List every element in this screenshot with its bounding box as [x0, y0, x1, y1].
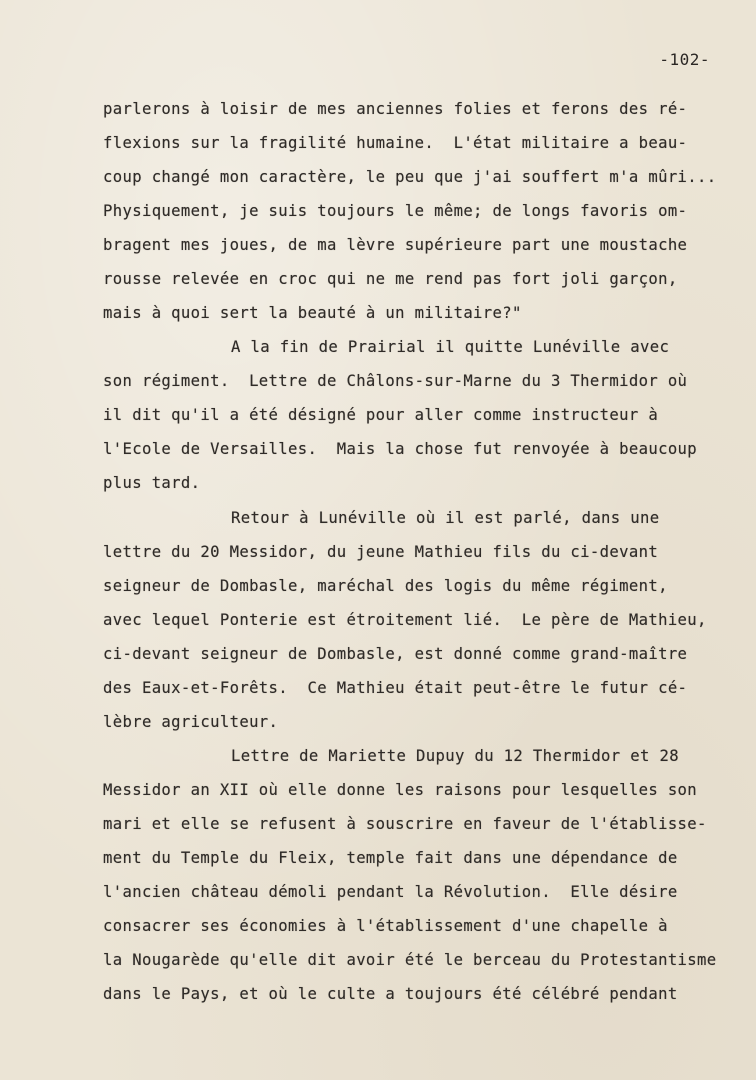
- text-line: rousse relevée en croc qui ne me rend pas fort joli garçon,: [103, 270, 678, 288]
- text-line: flexions sur la fragilité humaine. L'état militaire a beau-: [103, 134, 688, 152]
- text-line: coup changé mon caractère, le peu que j'ai souffert m'a mûri...: [103, 168, 717, 186]
- text-line: parlerons à loisir de mes anciennes folies et ferons des ré-: [103, 100, 688, 118]
- text-line: seigneur de Dombasle, maréchal des logis du même régiment,: [103, 577, 668, 595]
- text-line: lèbre agriculteur.: [103, 713, 279, 731]
- text-line: ment du Temple du Fleix, temple fait dans une dépendance de: [103, 849, 678, 867]
- text-line: ci-devant seigneur de Dombasle, est donné comme grand-maître: [103, 645, 688, 663]
- text-line: dans le Pays, et où le culte a toujours été célébré pendant: [103, 985, 678, 1003]
- text-line: Lettre de Mariette Dupuy du 12 Thermidor et 28: [231, 747, 679, 765]
- text-line: son régiment. Lettre de Châlons-sur-Marne du 3 Thermidor où: [103, 372, 688, 390]
- text-line: bragent mes joues, de ma lèvre supérieure part une moustache: [103, 236, 688, 254]
- text-line: il dit qu'il a été désigné pour aller comme instructeur à: [103, 406, 659, 424]
- text-line: l'Ecole de Versailles. Mais la chose fut renvoyée à beaucoup: [103, 440, 698, 458]
- text-line: avec lequel Ponterie est étroitement lié. Le père de Mathieu,: [103, 611, 707, 629]
- text-line: Messidor an XII où elle donne les raisons pour lesquelles son: [103, 781, 698, 799]
- text-line: Physiquement, je suis toujours le même; de longs favoris om-: [103, 202, 688, 220]
- text-line: plus tard.: [103, 474, 201, 492]
- page-number: -102-: [659, 50, 710, 69]
- text-line: la Nougarède qu'elle dit avoir été le berceau du Protestantisme: [103, 951, 717, 969]
- text-line: mari et elle se refusent à souscrire en faveur de l'établisse-: [103, 815, 707, 833]
- text-line: lettre du 20 Messidor, du jeune Mathieu fils du ci-devant: [103, 543, 659, 561]
- text-line: Retour à Lunéville où il est parlé, dans une: [231, 509, 660, 527]
- text-line: l'ancien château démoli pendant la Révolution. Elle désire: [103, 883, 678, 901]
- text-line: des Eaux-et-Forêts. Ce Mathieu était peut-être le futur cé-: [103, 679, 688, 697]
- text-line: A la fin de Prairial il quitte Lunéville avec: [231, 338, 670, 356]
- text-line: consacrer ses économies à l'établissement d'une chapelle à: [103, 917, 668, 935]
- text-line: mais à quoi sert la beauté à un militaire?": [103, 304, 522, 322]
